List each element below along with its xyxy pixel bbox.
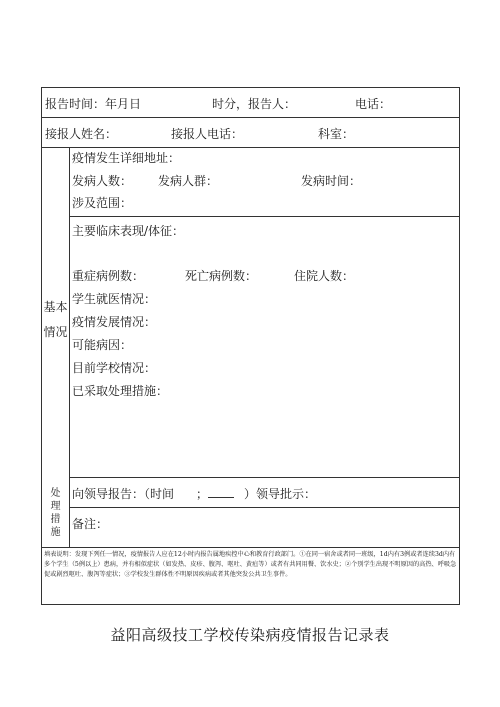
receiver-row: [42, 118, 459, 148]
report-form: [41, 87, 460, 605]
onset-time-label: 发病时间：: [301, 174, 362, 188]
cause-label: 可能病因：: [72, 338, 133, 352]
symptoms-label: 主要临床表现/体征：: [72, 224, 185, 238]
school-status-label: 目前学校情况：: [72, 361, 157, 375]
leader-instruction-label: ）领导批示：: [244, 487, 317, 501]
receiver-name-label: 接报人姓名：: [45, 127, 118, 141]
handling-side-cell: [42, 478, 70, 548]
address-label: 疫情发生详细地址：: [72, 151, 181, 165]
handling-char-1: 处: [50, 488, 61, 499]
phone-label: 电话：: [355, 97, 392, 111]
hospitalized-label: 住院人数：: [294, 269, 355, 283]
address-block: [70, 148, 459, 217]
cases-label: 发病人数：: [72, 174, 133, 188]
report-time-row: [42, 88, 459, 118]
handling-char-3: 措: [50, 514, 61, 525]
fill-instructions: 填表说明：发现下列任一情况，疫情报告人应在12小时内报告属地疾控中心和教育行政部门。①在同一宿舍或者同一班级，1d内有3例或者连续3d内有多个学生（5例以上）患病，并有相似症状（如发热、皮疹、腹泻、呕吐、黄疸等）或者有共同用餐、饮水史；②个别学生出现不明原因的高热、呼吸急促或剧烈呕吐、腹泻等症状；③学校发生群体性不明原因疾病或者其他突发公共卫生事件。: [44, 551, 457, 578]
remarks-row: [70, 508, 459, 548]
measures-taken-label: 已采取处理措施：: [72, 384, 169, 398]
scope-label: 涉及范围：: [72, 196, 133, 210]
severe-cases-label: 重症病例数：: [72, 269, 145, 283]
time-separator: ；: [196, 487, 209, 501]
leader-report-row: [70, 478, 459, 508]
handling-char-2: 理: [50, 501, 61, 512]
department-label: 科室：: [318, 127, 355, 141]
receiver-phone-label: 接报人电话：: [171, 127, 244, 141]
reporter-label: 时分，报告人：: [212, 97, 297, 111]
development-label: 疫情发展情况：: [72, 315, 157, 329]
clinical-block: [70, 217, 459, 478]
note-block: [42, 548, 459, 604]
basic-side-label-2: 情况: [43, 325, 68, 339]
basic-side-label-1: 基本: [43, 300, 68, 314]
leader-report-label: [72, 487, 316, 501]
report-time-label: 报告时间：年月日: [45, 97, 142, 111]
deaths-label: 死亡病例数：: [185, 269, 258, 283]
student-medical-label: 学生就医情况：: [72, 292, 157, 306]
basic-side-cell: [42, 148, 70, 478]
document-title: 益阳高级技工学校传染病疫情报告记录表: [110, 626, 390, 644]
population-label: 发病人群：: [158, 174, 219, 188]
handling-char-4: 施: [50, 527, 61, 538]
leader-report-text: 向领导报告：（时间: [72, 487, 175, 501]
remarks-label: 备注：: [72, 517, 109, 531]
time-blank: [208, 487, 234, 498]
